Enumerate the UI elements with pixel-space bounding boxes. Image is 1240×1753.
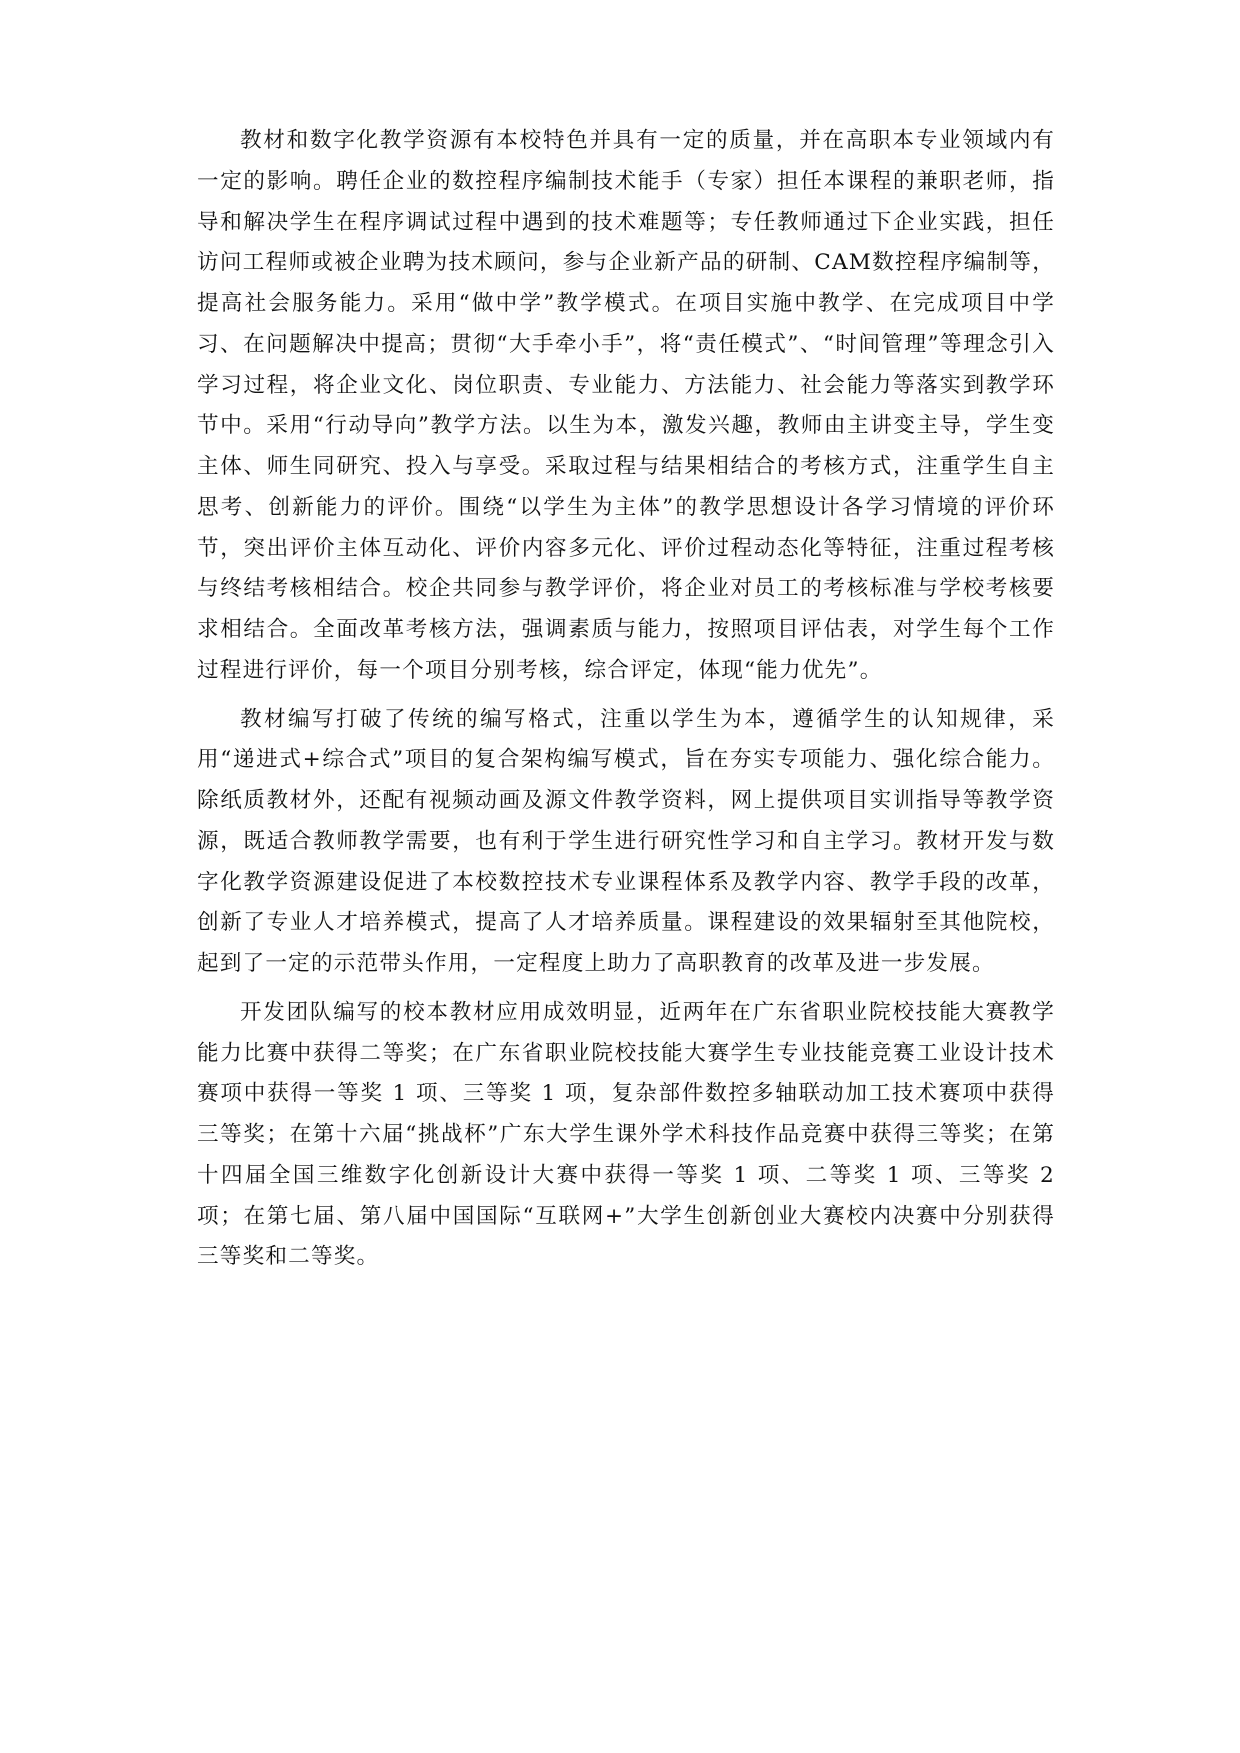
paragraph-teaching-resources: 教材和数字化教学资源有本校特色并具有一定的质量，并在高职本专业领域内有一定的影响。聘任企业的数控程序编制技术能手（专家）担任本课程的兼职老师，指导和解决学生在程序调试过程中遇到的技术难题等；专任教师通过下企业实践，担任访问工程师或被企业聘为技术顾问，参与企业新产品的研制、CAM数控程序编制等，提高社会服务能力。采用“做中学”教学模式。在项目实施中教学、在完成项目中学习、在问题解决中提高；贯彻“大手牵小手”，将“责任模式”、“时间管理”等理念引入学习过程，将企业文化、岗位职责、专业能力、方法能力、社会能力等落实到教学环节中。采用“行动导向”教学方法。以生为本，激发兴趣，教师由主讲变主导，学生变主体、师生同研究、投入与享受。采取过程与结果相结合的考核方式，注重学生自主思考、创新能力的评价。围绕“以学生为主体”的教学思想设计各学习情境的评价环节，突出评价主体互动化、评价内容多元化、评价过程动态化等特征，注重过程考核与终结考核相结合。校企共同参与教学评价，将企业对员工的考核标准与学校考核要求相结合。全面改革考核方法，强调素质与能力，按照项目评估表，对学生每个工作过程进行评价，每一个项目分别考核，综合评定，体现“能力优先”。 bbox=[197, 128, 1055, 683]
paragraph-achievements: 开发团队编写的校本教材应用成效明显，近两年在广东省职业院校技能大赛教学能力比赛中获得二等奖；在广东省职业院校技能大赛学生专业技能竞赛工业设计技术赛项中获得一等奖 1 项、三等奖 1 项，复杂部件数控多轴联动加工技术赛项中获得三等奖；在第十六届“挑战杯”广东大学生课外学术科技作品竞赛中获得三等奖；在第十四届全国三维数字化创新设计大赛中获得一等奖 1 项、二等奖 1 项、三等奖 2 项；在第七届、第八届中国国际“互联网+”大学生创新创业大赛校内决赛中分别获得三等奖和二等奖。 bbox=[197, 999, 1055, 1270]
document-body bbox=[197, 121, 1055, 1278]
paragraph-textbook-writing: 教材编写打破了传统的编写格式，注重以学生为本，遵循学生的认知规律，采用“递进式+综合式”项目的复合架构编写模式，旨在夯实专项能力、强化综合能力。除纸质教材外，还配有视频动画及源文件教学资料，网上提供项目实训指导等教学资源，既适合教师教学需要，也有利于学生进行研究性学习和自主学习。教材开发与数字化教学资源建设促进了本校数控技术专业课程体系及教学内容、教学手段的改革，创新了专业人才培养模式，提高了人才培养质量。课程建设的效果辐射至其他院校，起到了一定的示范带头作用，一定程度上助力了高职教育的改革及进一步发展。 bbox=[197, 706, 1055, 976]
